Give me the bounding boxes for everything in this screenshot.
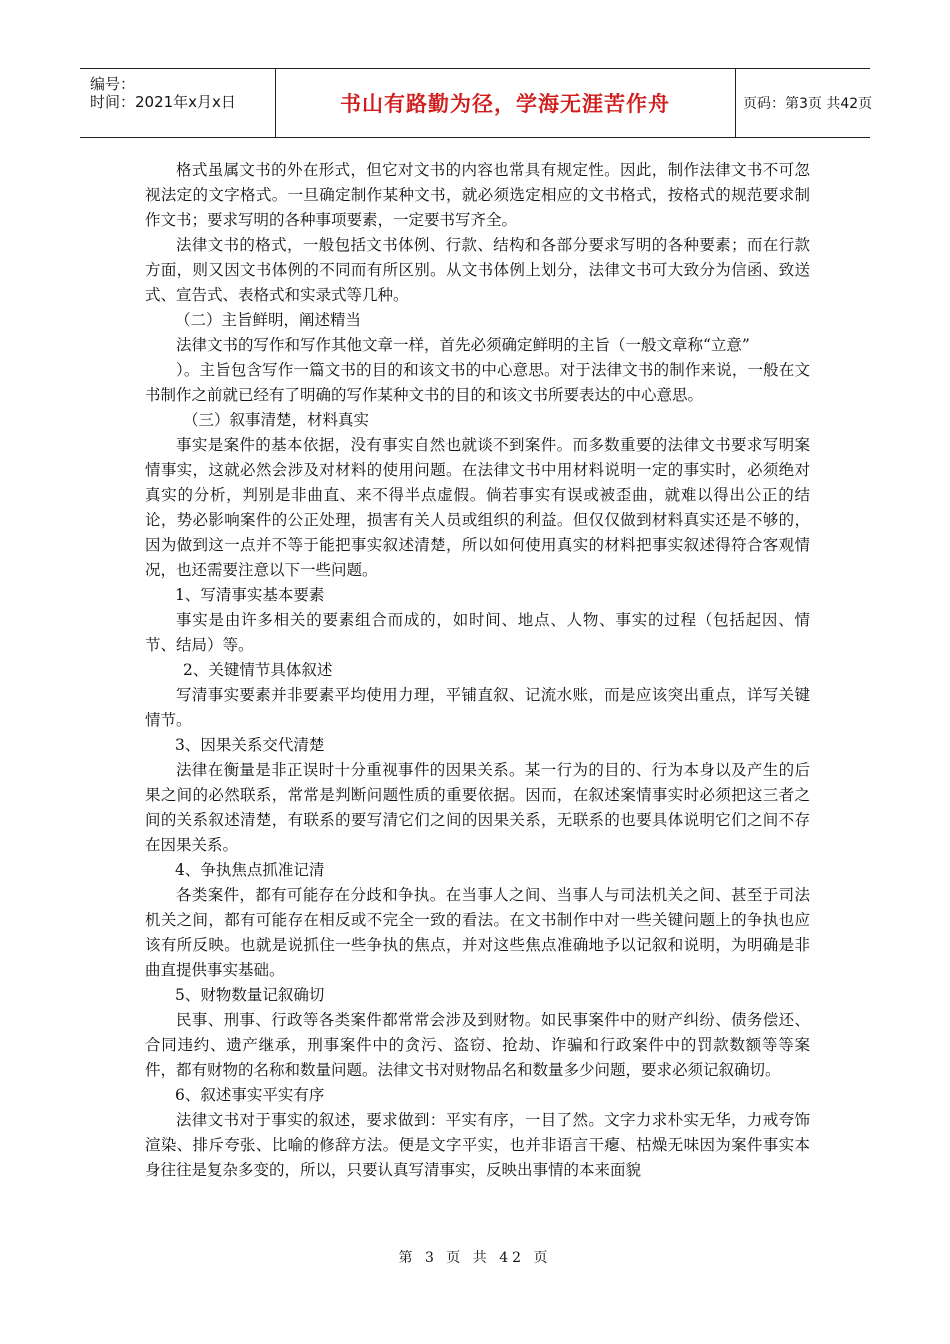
header-meta	[80, 69, 276, 137]
document-body	[145, 158, 810, 1183]
subsection-heading: 1、写清事实基本要素	[175, 586, 325, 604]
paragraph: 格式虽属文书的外在形式，但它对文书的内容也常具有规定性。因此，制作法律文书不可忽视法定的文字格式。一旦确定制作某种文书，就必须选定相应的文书格式，按格式的规范要求制作文书；要求写明的各种事项要素，一定要书写齐全。	[145, 161, 810, 229]
document-header	[80, 68, 873, 138]
subsection-heading: 6、叙述事实平实有序	[175, 1086, 325, 1104]
paragraph: 写清事实要素并非要素平均使用力理，平铺直叙、记流水账，而是应该突出重点，详写关键情节。	[145, 686, 810, 729]
document-time-label: 时间：2021年x月x日	[90, 93, 236, 111]
paragraph: 法律文书的写作和写作其他文章一样，首先必须确定鲜明的主旨（一般文章称“立意”	[176, 336, 750, 354]
document-number-label: 编号：	[90, 75, 136, 93]
subsection-heading: 5、财物数量记叙确切	[175, 986, 325, 1004]
header-motto-cell	[275, 69, 736, 137]
subsection-heading: 3、因果关系交代清楚	[175, 736, 325, 754]
paragraph: 法律文书的格式，一般包括文书体例、行款、结构和各部分要求写明的各种要素；而在行款方面，则又因文书体例的不同而有所区别。从文书体例上划分，法律文书可大致分为信函、致送式、宣告式、表格式和实录式等几种。	[145, 236, 810, 304]
paragraph: 各类案件，都有可能存在分歧和争执。在当事人之间、当事人与司法机关之间、甚至于司法机关之间，都有可能存在相反或不完全一致的看法。在文书制作中对一些关键问题上的争执也应该有所反映。也就是说抓住一些争执的焦点，并对这些焦点准确地予以记叙和说明，为明确是非曲直提供事实基础。	[145, 886, 810, 979]
paragraph: 法律文书对于事实的叙述，要求做到：平实有序，一目了然。文字力求朴实无华，力戒夸饰渲染、排斥夸张、比喻的修辞方法。便是文字平实，也并非语言干瘪、枯燥无味因为案件事实本身往往是复杂多变的，所以，只要认真写清事实，反映出事情的本来面貌	[145, 1111, 810, 1179]
section-heading: （三）叙事清楚，材料真实	[183, 411, 370, 429]
paragraph: ）。主旨包含写作一篇文书的目的和该文书的中心意思。对于法律文书的制作来说，一般在文书制作之前就已经有了明确的写作某种文书的目的和该文书所要表达的中心意思。	[145, 361, 810, 404]
header-page-cell	[735, 69, 873, 137]
page-footer: 第 3 页 共 42 页	[398, 1250, 552, 1266]
header-motto: 书山有路勤为径，学海无涯苦作舟	[340, 92, 670, 116]
subsection-heading: 4、争执焦点抓准记清	[175, 861, 325, 879]
header-page-info: 页码：第3页 共42页	[743, 96, 873, 112]
section-heading: （二）主旨鲜明，阐述精当	[175, 311, 362, 329]
paragraph: 法律在衡量是非正误时十分重视事件的因果关系。某一行为的目的、行为本身以及产生的后果之间的必然联系，常常是判断问题性质的重要依据。因而，在叙述案情事实时必须把这三者之间的关系叙述清楚，有联系的要写清它们之间的因果关系，无联系的也要具体说明它们之间不存在因果关系。	[145, 761, 810, 854]
paragraph: 事实是由许多相关的要素组合而成的，如时间、地点、人物、事实的过程（包括起因、情节、结局）等。	[145, 611, 810, 654]
paragraph: 民事、刑事、行政等各类案件都常常会涉及到财物。如民事案件中的财产纠纷、债务偿还、合同违约、遗产继承，刑事案件中的贪污、盗窃、抢劫、诈骗和行政案件中的罚款数额等等案件，都有财物的名称和数量问题。法律文书对财物品名和数量多少问题，要求必须记叙确切。	[145, 1011, 810, 1079]
paragraph: 事实是案件的基本依据，没有事实自然也就谈不到案件。而多数重要的法律文书要求写明案情事实，这就必然会涉及对材料的使用问题。在法律文书中用材料说明一定的事实时，必须绝对真实的分析，判别是非曲直、来不得半点虚假。倘若事实有误或被歪曲，就难以得出公正的结论，势必影响案件的公正处理，损害有关人员或组织的利益。但仅仅做到材料真实还是不够的，因为做到这一点并不等于能把事实叙述清楚，所以如何使用真实的材料把事实叙述得符合客观情况，也还需要注意以下一些问题。	[145, 436, 810, 579]
subsection-heading: 2、关键情节具体叙述	[183, 661, 333, 679]
